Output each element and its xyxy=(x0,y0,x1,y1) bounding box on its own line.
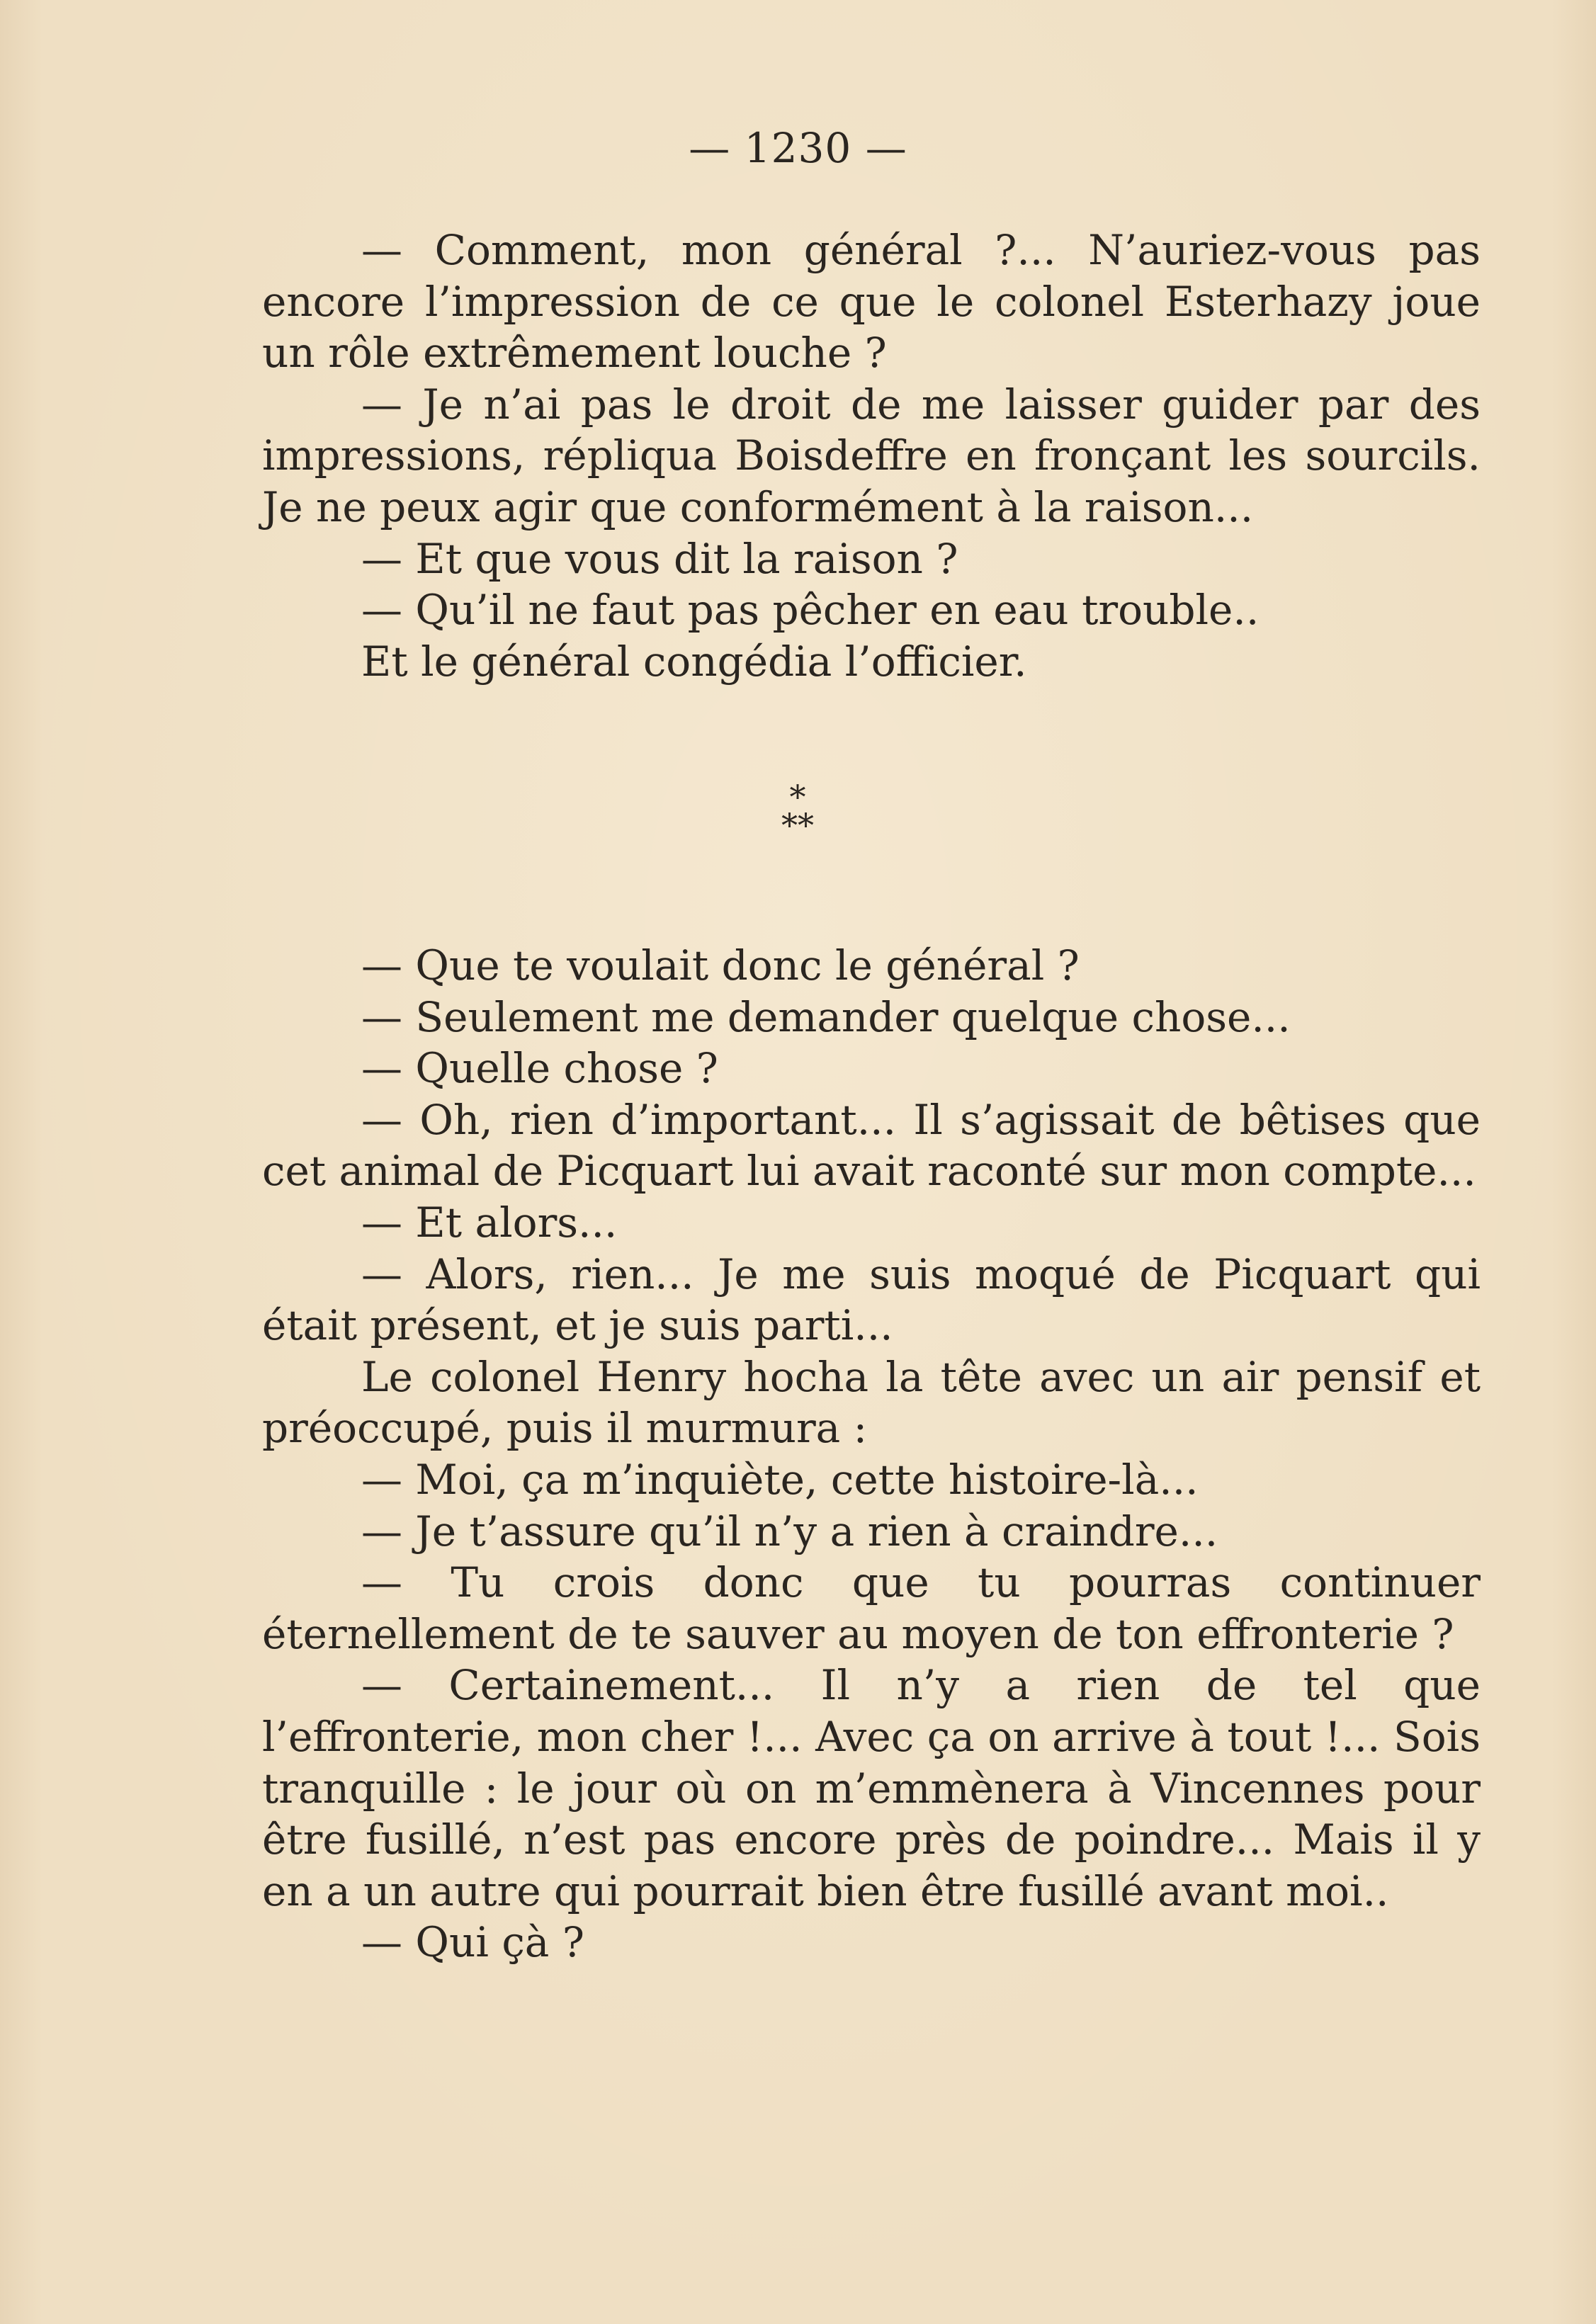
paragraph: Le colonel Henry hocha la tête avec un air pensif et préoccupé, puis il murmura : xyxy=(262,1352,1481,1453)
asterism-top: * xyxy=(789,778,806,816)
paragraph: — Comment, mon général ?... N’auriez-vous pas encore l’impression de ce que le colonel Esterhazy joue un rôle extrêmement louche ? xyxy=(262,226,1481,378)
paragraph: — Moi, ça m’inquiète, cette histoire-là... xyxy=(361,1455,1199,1504)
paragraph: — Et que vous dit la raison ? xyxy=(361,534,958,583)
paragraph: — Qu’il ne faut pas pêcher en eau trouble.. xyxy=(361,586,1260,635)
paragraph: — Certainement... Il n’y a rien de tel que l’effronterie, mon cher !... Avec ça on arrive à tout !... Sois tranquille : le jour où on m’emmènera à Vincennes pour être fusillé, n’est pas encore près de poindre... Mais il y en a un autre qui pourrait bien être fusillé avant moi.. xyxy=(262,1661,1481,1915)
asterism-separator xyxy=(755,778,840,844)
paragraph: — Je t’assure qu’il n’y a rien à craindre... xyxy=(361,1507,1218,1555)
paragraph: — Seulement me demander quelque chose... xyxy=(361,992,1291,1041)
paragraph: — Oh, rien d’important... Il s’agissait de bêtises que cet animal de Picquart lui avait raconté sur mon compte... xyxy=(262,1095,1481,1196)
paragraph: — Je n’ai pas le droit de me laisser guider par des impressions, répliqua Boisdeffre en fronçant les sourcils. Je ne peux agir que conformément à la raison... xyxy=(262,380,1481,531)
paragraph: — Que te voulait donc le général ? xyxy=(361,941,1080,990)
paragraph: — Tu crois donc que tu pourras continuer éternellement de te sauver au moyen de ton effronterie ? xyxy=(262,1558,1481,1658)
dialogue-section-1 xyxy=(262,225,1481,687)
paragraph: — Et alors... xyxy=(361,1198,618,1247)
dialogue-section-2 xyxy=(262,940,1481,1968)
asterism-bottom: ** xyxy=(781,806,814,844)
paragraph: Et le général congédia l’officier. xyxy=(361,637,1027,686)
paragraph: — Quelle chose ? xyxy=(361,1044,718,1093)
page-number: — 1230 — xyxy=(689,124,907,172)
paragraph: — Qui çà ? xyxy=(361,1918,584,1967)
paragraph: — Alors, rien... Je me suis moqué de Picquart qui était présent, et je suis parti... xyxy=(262,1249,1481,1350)
